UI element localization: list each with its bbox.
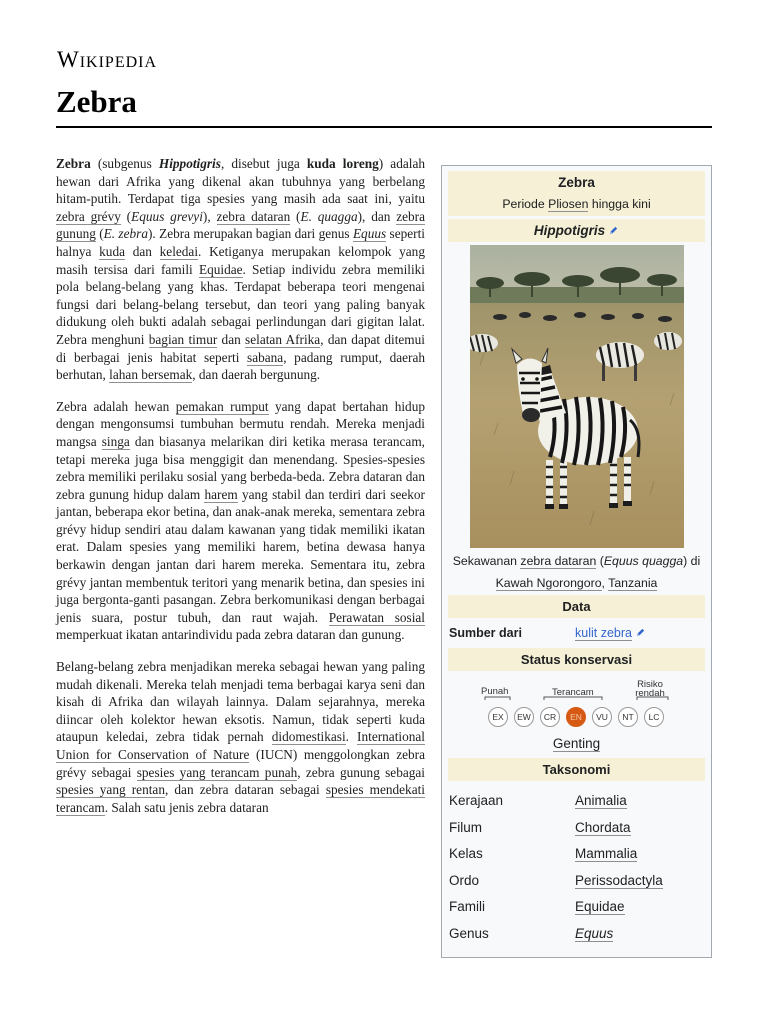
data-header: Data	[448, 595, 705, 618]
text-run: . Setiap individu zebra memiliki pola belang-belang yang khas. Terdapat beberapa teori mengenai fungsi dari belang-belang tersebut, dan teori yang paling banyak didukung oleh bukti adalah sebagai perlindungan dari gigitan lalat. Zebra menghuni	[56, 261, 425, 347]
source-link[interactable]: kulit zebra	[575, 626, 632, 640]
text-run: . Ketiganya merupakan kelompok yang masih tersisa dari famili	[56, 243, 425, 277]
bold-italic-term: Hippotigris	[158, 156, 221, 171]
taxonomy-value	[575, 793, 627, 808]
text-run: (	[120, 208, 132, 224]
text-run: , dan zebra dataran sebagai	[164, 782, 326, 798]
text-run: seperti halnya	[56, 226, 425, 259]
edit-pencil-icon[interactable]	[608, 225, 619, 236]
status-circle-en[interactable]: EN	[566, 707, 586, 727]
text-run: dan	[125, 243, 160, 259]
article-link[interactable]: kuda	[99, 243, 126, 259]
text-run: (	[290, 208, 301, 224]
conservation-header: Status konservasi	[448, 648, 705, 671]
status-circle-ex[interactable]: EX	[488, 707, 508, 727]
status-label-low-risk: Risiko rendah	[635, 679, 665, 699]
source-label: Sumber dari	[449, 626, 522, 640]
text-run: , disebut juga	[220, 156, 307, 171]
taxonomy-value-link[interactable]: Mammalia	[575, 846, 638, 861]
article-paragraph-3	[56, 658, 425, 816]
wikipedia-logo[interactable]: Wikipedia	[57, 47, 158, 72]
taxonomy-value-link[interactable]: Equidae	[575, 899, 625, 914]
status-label-threatened: Terancam	[552, 687, 594, 698]
status-circle-vu[interactable]: VU	[592, 707, 612, 727]
text-run: Belang-belang zebra menjadikan mereka sebagai hewan yang paling mudah dikenali. Mereka telah menjadi tema berbagai karya seni dan kisah di Afrika dan wilayah lainnya. Dalam sejarahnya, mereka diincar oleh kolektor hewan eksotis. Namun, tidak seperti kuda ataupun keledai, zebra tidak pernah	[56, 659, 425, 745]
status-link[interactable]: Genting	[552, 736, 601, 751]
text-run: , padang rumput, daerah berhutan,	[56, 349, 426, 383]
taxonomy-value-link[interactable]: Perissodactyla	[575, 872, 663, 888]
caption-text: ,	[601, 576, 609, 590]
caption-link-ngorongoro[interactable]: Kawah Ngorongoro	[495, 576, 602, 590]
text-run: ). Zebra merupakan bagian dari genus	[147, 226, 353, 242]
text-run: , zebra gunung sebagai	[297, 764, 426, 780]
source-value	[575, 626, 646, 640]
taxonomy-value	[575, 846, 637, 861]
text-run: , dan daerah bergunung.	[192, 367, 321, 383]
text-run: .	[345, 729, 358, 745]
caption-text: (	[596, 554, 604, 568]
text-run: yang dapat bertahan hidup dengan mengonsumsi tumbuhan bermutu rendah. Mereka menjadi mangsa	[56, 398, 426, 449]
taxonomy-rank: Filum	[449, 819, 482, 835]
article-body	[56, 155, 425, 830]
text-run: ), dan	[357, 208, 397, 224]
zebra-photo[interactable]	[470, 245, 684, 548]
period-suffix: hingga kini	[588, 197, 651, 211]
article-link[interactable]: didomestikasi	[271, 729, 346, 745]
text-run: (IUCN) menggolongkan zebra grévy sebagai	[56, 747, 426, 780]
article-link[interactable]: zebra gunung	[56, 208, 425, 242]
taxonomy-rank: Genus	[449, 925, 489, 941]
article-link[interactable]: spesies mendekati terancam	[56, 782, 425, 815]
text-run: , dan dapat ditemui di berbagai jenis habitat seperti	[56, 331, 425, 365]
infobox-title: Zebra	[448, 171, 705, 194]
taxonomy-value-link[interactable]: Animalia	[575, 793, 627, 808]
text-run: Zebra adalah hewan	[56, 398, 176, 414]
taxonomy-value	[575, 820, 631, 835]
taxonomy-value-link[interactable]: Equus	[575, 925, 614, 941]
text-run: dan biasanya melarikan diri ketika merasa terancam, tetapi mereka juga bisa menggigit dan menendang. Spesies-spesies zebra memiliki perilaku sosial yang berbeda-beda. Zebra dataran dan zebra gunung hidup dalam	[56, 433, 425, 502]
taxonomy-value-link[interactable]: Chordata	[575, 819, 631, 835]
taxonomy-value	[575, 926, 613, 941]
article-link[interactable]: Equidae	[198, 261, 243, 277]
article-link[interactable]: singa	[101, 433, 130, 449]
infobox-period	[448, 194, 705, 216]
article-link[interactable]: selatan Afrika	[245, 331, 321, 347]
article-link[interactable]: pemakan rumput	[175, 398, 269, 414]
text-run: memperkuat ikatan antarindividu pada zebra dataran dan gunung.	[56, 627, 405, 643]
text-run: ),	[202, 208, 217, 224]
article-link[interactable]: keledai	[159, 243, 199, 259]
period-prefix: Periode	[502, 197, 549, 211]
taxonomy-value	[575, 873, 663, 888]
article-link[interactable]: Perawatan sosial	[328, 609, 425, 625]
article-link[interactable]: Equus	[352, 226, 387, 242]
article-link[interactable]: spesies yang rentan	[56, 782, 165, 798]
article-link[interactable]: lahan bersemak	[109, 367, 193, 383]
status-circle-ew[interactable]: EW	[514, 707, 534, 727]
text-run: ) adalah hewan dari Afrika yang dikenal akan tubuhnya yang berbelang hitam-putih. Terdapat tiga spesies yang masih ada saat ini, yaitu	[56, 156, 425, 207]
bold-term: Zebra	[56, 156, 91, 171]
italic-term: E. zebra	[103, 226, 148, 242]
caption-link-tanzania[interactable]: Tanzania	[608, 576, 658, 590]
status-text	[448, 736, 705, 751]
article-link[interactable]: sabana	[247, 349, 284, 365]
infobox	[441, 165, 712, 958]
edit-pencil-icon[interactable]	[635, 627, 646, 638]
caption-text: ) di	[683, 554, 701, 568]
article-paragraph-2	[56, 398, 425, 644]
text-run: yang stabil dan terdiri dari seekor jantan, beberapa ekor betina, dan anak-anak mereka, sementara zebra grévy hidup sendiri atau dalam kawanan yang tidak memiliki ikatan erat. Dalam spesies yang memiliki harem, betina dewasa hanya berkawin dengan jantan dari harem mereka. Sementara itu, zebra grévy jantan membentuk teritori yang menarik betina, dan spesies ini juga bergonta-ganti pasangan. Zebra berkomunikasi dengan berbagai jenis suara, postur tubuh, dan raut wajah.	[56, 486, 425, 625]
taxonomy-rank: Ordo	[449, 872, 480, 888]
taxonomy-rank: Kelas	[449, 846, 483, 861]
text-run: dan	[217, 331, 246, 347]
taxonomy-rank: Famili	[449, 899, 485, 914]
status-circle-nt[interactable]: NT	[618, 707, 638, 727]
status-label-extinct: Punah	[481, 686, 509, 697]
title-divider	[56, 126, 712, 128]
article-paragraph-1	[56, 155, 425, 384]
article-link[interactable]: International Union for Conservation of Nature	[56, 729, 425, 762]
article-link[interactable]: bagian timur	[148, 331, 218, 347]
taxonomy-header: Taksonomi	[448, 758, 705, 781]
photo-caption	[448, 550, 705, 594]
article-link[interactable]: zebra grévy	[56, 208, 121, 224]
caption-link-plains-zebra[interactable]: zebra dataran	[520, 554, 597, 568]
caption-text: Sekawanan	[452, 554, 521, 568]
infobox-taxon	[448, 219, 705, 242]
taxonomy-rank: Kerajaan	[449, 793, 504, 808]
taxon-name: Hippotigris	[533, 223, 606, 238]
text-run: (subgenus	[90, 156, 159, 171]
status-bracket	[448, 680, 705, 710]
text-run: (	[95, 226, 104, 242]
caption-species: Equus quagga	[603, 554, 684, 568]
page-title: Zebra	[56, 84, 137, 119]
zebra-illustration	[470, 245, 684, 548]
article-link[interactable]: harem	[204, 486, 238, 502]
italic-term: Equus grevyi	[131, 208, 203, 224]
bold-term: kuda loreng	[306, 156, 379, 171]
status-circle-lc[interactable]: LC	[644, 707, 664, 727]
italic-term: E. quagga	[300, 208, 358, 224]
status-circle-cr[interactable]: CR	[540, 707, 560, 727]
period-link[interactable]: Pliosen	[548, 197, 589, 211]
taxonomy-value	[575, 899, 625, 914]
text-run: . Salah satu jenis zebra dataran	[104, 799, 269, 815]
article-link[interactable]: zebra dataran	[216, 208, 291, 224]
article-link[interactable]: spesies yang terancam punah	[136, 764, 298, 780]
